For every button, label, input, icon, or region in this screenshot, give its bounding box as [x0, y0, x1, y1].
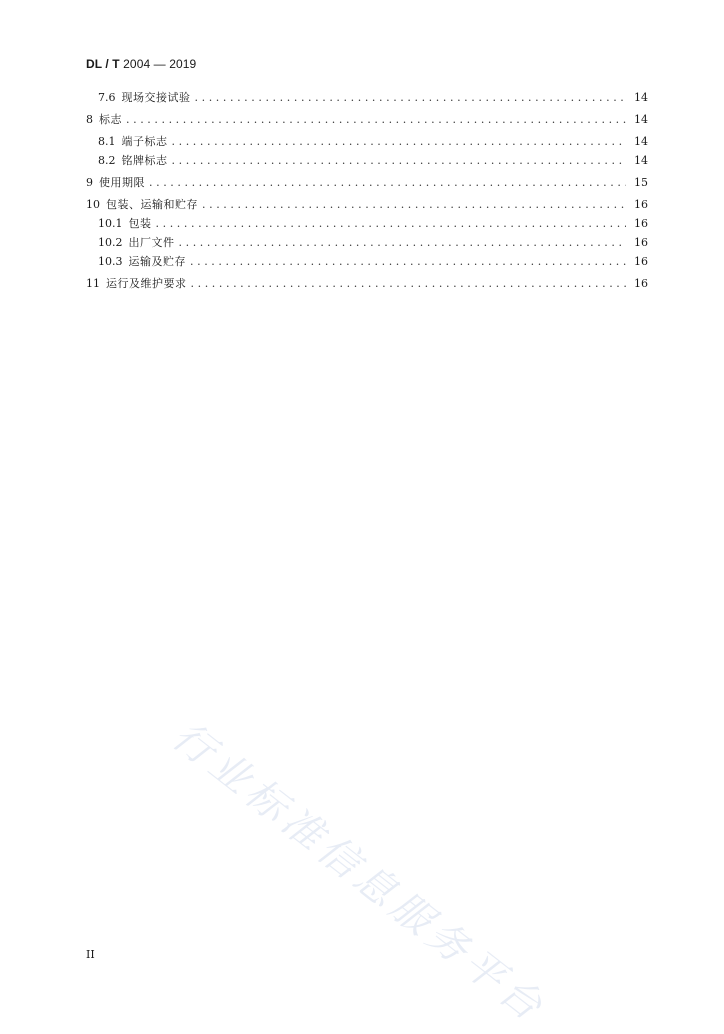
toc-entry-page: 14: [634, 154, 648, 167]
toc-entry[interactable]: [86, 88, 648, 107]
toc-leader-dots: [172, 132, 627, 151]
toc-entry[interactable]: [86, 110, 648, 129]
document-header: [86, 57, 196, 71]
toc-entry-number: 8.1: [98, 135, 116, 148]
toc-entry-title: 出厂文件: [128, 236, 175, 249]
toc-entry-title: 运行及维护要求: [106, 277, 187, 290]
toc-entry-number: 10: [86, 198, 100, 211]
page-number-roman: II: [86, 948, 95, 961]
toc-entry-page: 14: [634, 135, 648, 148]
toc-entry[interactable]: [86, 233, 648, 252]
toc-leader-dots: [191, 274, 627, 293]
toc-entry[interactable]: [86, 274, 648, 293]
toc-leader-dots: [126, 110, 626, 129]
toc-leader-dots: [172, 151, 627, 170]
toc-entry-number: 8: [86, 113, 93, 126]
toc-entry-number: 10.1: [98, 217, 123, 230]
toc-entry-title: 标志: [99, 113, 122, 126]
document-number: 2004 — 2019: [123, 57, 197, 71]
toc-entry-title: 现场交接试验: [121, 91, 191, 104]
toc-entry-number: 11: [86, 277, 100, 290]
toc-entry-page: 16: [634, 217, 648, 230]
toc-entry-title: 使用期限: [99, 176, 145, 189]
toc-leader-dots: [195, 88, 627, 107]
watermark-text: 行业标准信息服务平台: [163, 713, 555, 1033]
toc-entry-title: 包装、运输和贮存: [106, 198, 198, 211]
toc-entry[interactable]: [86, 214, 648, 233]
toc-entry[interactable]: [86, 252, 648, 271]
toc-entry-title: 铭牌标志: [121, 154, 168, 167]
toc-entry-page: 16: [634, 198, 648, 211]
toc-entry[interactable]: [86, 132, 648, 151]
toc-entry-number: 8.2: [98, 154, 116, 167]
toc-entry[interactable]: [86, 195, 648, 214]
toc-entry-number: 10.2: [98, 236, 123, 249]
toc-leader-dots: [149, 173, 626, 192]
toc-entry-number: 7.6: [98, 91, 116, 104]
toc-entry[interactable]: [86, 173, 648, 192]
toc-entry-page: 16: [634, 236, 648, 249]
toc-entry-page: 14: [634, 113, 648, 126]
toc-entry-page: 16: [634, 277, 648, 290]
table-of-contents: [86, 88, 648, 296]
toc-entry-number: 9: [86, 176, 93, 189]
toc-entry-number: 10.3: [98, 255, 123, 268]
toc-entry[interactable]: [86, 151, 648, 170]
toc-entry-page: 14: [634, 91, 648, 104]
toc-leader-dots: [202, 195, 626, 214]
toc-entry-title: 端子标志: [121, 135, 168, 148]
document-code: DL / T: [86, 57, 120, 71]
toc-entry-page: 16: [634, 255, 648, 268]
toc-leader-dots: [156, 214, 627, 233]
toc-leader-dots: [190, 252, 626, 271]
toc-entry-title: 包装: [128, 217, 152, 230]
toc-entry-page: 15: [634, 176, 648, 189]
toc-leader-dots: [179, 233, 627, 252]
toc-entry-title: 运输及贮存: [128, 255, 186, 268]
